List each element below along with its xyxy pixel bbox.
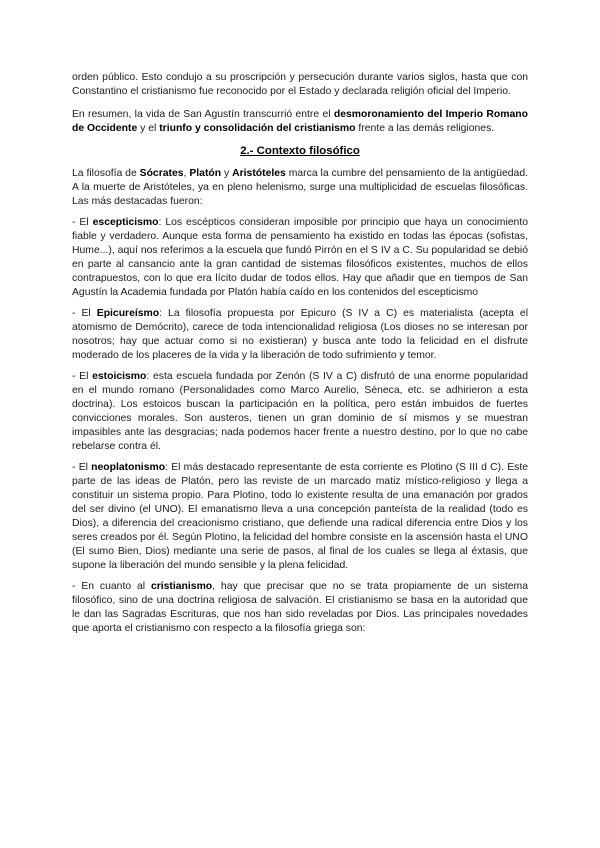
school-text: : El más destacado representante de esta corriente es Plotino (S III d C). Este parte de las ideas de Platón, pero las reviste de un marcado matiz místico-religioso y llega a constituir un sistema propio. Para Plotino, todo lo existente resulta de una emanación por grados del ser divino (el UNO). El emanatismo lleva a una concepción panteísta de la realidad (todo es Dios), a diferencia del creacionismo cristiano, que defiende una radical diferencia entre Dios y los seres creados por él. Según Plotino, la felicidad del hombre consiste en la ascensión hasta el UNO (El sumo Bien, Dios) mediante una serie de pasos, al final de los cuales se llega al éxtasis, que supone la liberación del mundo sensible y la plena felicidad. bbox=[72, 462, 528, 571]
summary-text-1: En resumen, la vida de San Agustín transcurrió entre el bbox=[72, 109, 334, 120]
intro-text-4: marca la cumbre del pensamiento de la antigüedad. A la muerte de Aristóteles, ya en pleno helenismo, surge una multiplicidad de escuelas filosóficas. Las más destacadas fueron: bbox=[72, 168, 528, 207]
intro-text-1: La filosofía de bbox=[72, 168, 140, 179]
summary-bold-1: desmoronamiento del Imperio Romano de Occidente bbox=[72, 109, 528, 134]
intro-text-3: y bbox=[221, 168, 233, 179]
school-name: neoplatonismo bbox=[91, 462, 166, 473]
paragraph-intro-end: orden público. Esto condujo a su proscripción y persecución durante varios siglos, hasta que con Constantino el cristianismo fue reconocido por el Estado y declarada religión oficial del Imperio. bbox=[72, 72, 528, 97]
school-name: escepticismo bbox=[92, 217, 159, 228]
document-page bbox=[72, 71, 528, 643]
intro-bold-socrates: Sócrates bbox=[139, 168, 184, 179]
paragraph-estoicismo bbox=[72, 370, 528, 454]
summary-text-3: frente a las demás religiones. bbox=[355, 123, 495, 134]
school-text: : esta escuela fundada por Zenón (S IV a C) disfrutó de una enorme popularidad en el mundo romano (Personalidades como Marco Aurelio, Séneca, etc. se adhirieron a esta doctrina). Los estoicos buscan la participación en la política, pero están imbuidos de fuertes convicciones morales. Son austeros, tienen un gran dominio de sí mismos y se muestran impasibles ante las desgracias; nada podemos hacer frente a nuestro destino, por lo que no cabe rebelarse contra él. bbox=[72, 371, 528, 452]
school-prefix: - El bbox=[72, 371, 93, 382]
school-name: Epicureísmo bbox=[96, 308, 160, 319]
paragraph-cristianismo bbox=[72, 580, 528, 636]
section-heading: 2.- Contexto filosófico bbox=[240, 145, 360, 157]
school-name: estoicismo bbox=[92, 371, 147, 382]
summary-bold-2: triunfo y consolidación del cristianismo bbox=[159, 123, 356, 134]
school-text: : La filosofía propuesta por Epicuro (S IV a C) es materialista (acepta el atomismo de Demócrito), carece de toda intencionalidad religiosa (Los dioses no se interesan por nosotros; hay que actuar como si no existieran) y busca ante todo la felicidad en el disfrute moderado de los placeres de la vida y la liberación de todo sufrimiento y temor. bbox=[72, 308, 528, 361]
school-prefix: - El bbox=[72, 308, 97, 319]
paragraph-epicureismo bbox=[72, 307, 528, 363]
intro-bold-aristoteles: Aristóteles bbox=[232, 168, 286, 179]
school-text: : Los escépticos consideran imposible por principio que haya un conocimiento fiable y verdadero. Aunque esta forma de pensamiento ha existido en todas las épocas (sofistas, Hume...), aquí nos referimos a la escuela que fundó Pirrón en el S IV a C. Su popularidad se debió en parte al cansancio ante la gran cantidad de sistemas filosóficos existentes, muchos de ellos contrapuestos, con lo que era lícito dudar de todos ellos. Hay que añadir que en tiempos de San Agustín la Academia fundada por Platón había caído en los contenidos del escepticismo bbox=[72, 217, 528, 298]
intro-bold-platon: Platón bbox=[189, 168, 222, 179]
school-text: , hay que precisar que no se trata propiamente de un sistema filosófico, sino de una doctrina religiosa de salvación. El cristianismo se basa en la autoridad que le dan las Sagradas Escrituras, que nos han sido reveladas por Dios. Las principales novedades que aporta el cristianismo con respecto a la filosofía griega son: bbox=[72, 581, 528, 634]
paragraph-escepticismo bbox=[72, 216, 528, 300]
school-prefix: - El bbox=[72, 217, 93, 228]
paragraph-summary bbox=[72, 108, 528, 136]
paragraph-neoplatonismo bbox=[72, 461, 528, 573]
school-name: cristianismo bbox=[150, 581, 213, 592]
intro-text-2: , bbox=[183, 168, 190, 179]
school-prefix: - En cuanto al bbox=[72, 581, 151, 592]
paragraph-section-intro bbox=[72, 167, 528, 209]
summary-text-2: y el bbox=[137, 123, 160, 134]
school-prefix: - El bbox=[72, 462, 92, 473]
